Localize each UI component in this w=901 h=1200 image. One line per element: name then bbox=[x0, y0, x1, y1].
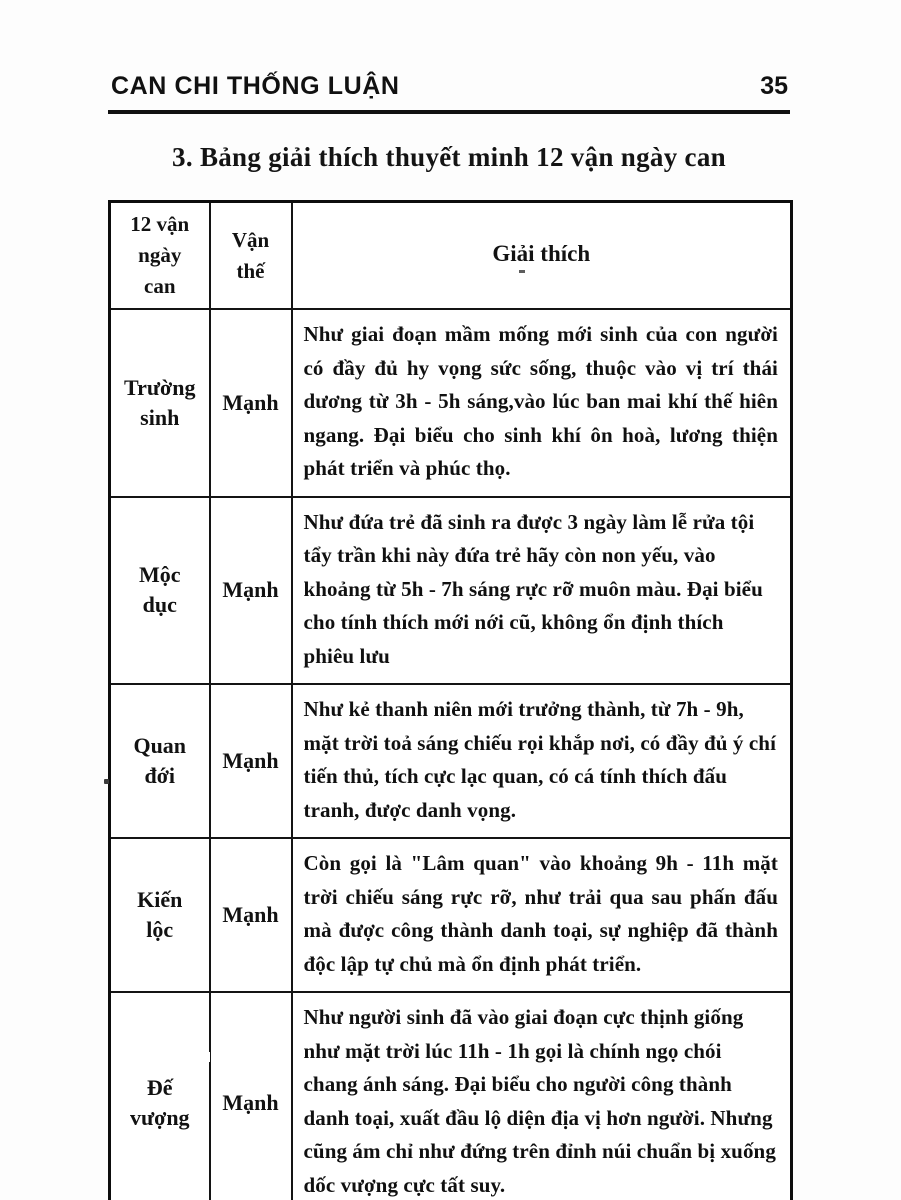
row-state-cell bbox=[210, 992, 292, 1200]
row-state-cell bbox=[210, 309, 292, 497]
row-label-cell bbox=[110, 497, 210, 685]
row-description-text: Như đứa trẻ đã sinh ra được 3 ngày làm lễ rửa tội tẩy trần khi này đứa trẻ hãy còn non yếu, vào khoảng từ 5h - 7h sáng rực rỡ muôn màu. Đại biểu cho tính thích mới nới cũ, không ổn định thích phiêu lưu bbox=[303, 509, 763, 668]
page-number: 35 bbox=[760, 72, 788, 100]
row-description-text: Còn gọi là "Lâm quan" vào khoảng 9h - 11h mặt trời chiếu sáng rực rỡ, như trải qua sau phấn đấu mà được công thành danh toại, sự nghiệp đã thành độc lập tự chủ mà ổn định phát triển. bbox=[303, 851, 778, 976]
row-description-cell bbox=[292, 309, 792, 497]
header-cell-state bbox=[210, 202, 292, 310]
row-label-cell bbox=[110, 992, 210, 1200]
scan-speck-icon bbox=[104, 779, 109, 784]
row-label-line2: lộc bbox=[146, 917, 174, 942]
row-label-line2: sinh bbox=[140, 404, 180, 430]
row-label-cell bbox=[110, 684, 210, 838]
row-label-cell bbox=[110, 309, 210, 497]
scan-gap-artifact bbox=[206, 1052, 210, 1062]
header-state-line2: thế bbox=[236, 258, 265, 283]
row-state-cell bbox=[210, 497, 292, 685]
row-label-cell bbox=[110, 838, 210, 992]
row-label-line2: dục bbox=[142, 592, 177, 618]
row-state-value: Mạnh bbox=[222, 577, 279, 603]
running-head bbox=[108, 72, 790, 114]
header-rule bbox=[108, 110, 790, 114]
row-state-value: Mạnh bbox=[222, 389, 279, 415]
table-header-row bbox=[110, 202, 792, 310]
row-state-value: Mạnh bbox=[222, 748, 279, 773]
header-cell-category bbox=[110, 202, 210, 310]
header-state-line1: Vận bbox=[231, 227, 270, 252]
row-state-value: Mạnh bbox=[222, 1089, 279, 1115]
row-label-line1: Kiến bbox=[137, 887, 183, 912]
row-label-line1: Quan bbox=[133, 733, 187, 758]
table-row bbox=[110, 684, 792, 838]
section-heading: 3. Bảng giải thích thuyết minh 12 vận ngày can bbox=[172, 142, 726, 172]
row-description-text: Như kẻ thanh niên mới trưởng thành, từ 7h - 9h, mặt trời toả sáng chiếu rọi khắp nơi, có đầy đủ ý chí tiến thủ, tích cực lạc quan, có cá tính thích đấu tranh, được danh vọng. bbox=[303, 697, 777, 822]
table-row bbox=[110, 309, 792, 497]
row-description-cell bbox=[292, 838, 792, 992]
row-label-line1: Đế bbox=[146, 1074, 173, 1100]
header-category-line2: ngày bbox=[138, 243, 182, 267]
row-label-line1: Mộc bbox=[138, 562, 181, 588]
row-label-line2: đới bbox=[144, 763, 176, 788]
row-description-text: Như giai đoạn mầm mống mới sinh của con người có đầy đủ hy vọng sức sống, thuộc vào vị trí thái dương từ 3h - 5h sáng,vào lúc ban mai khí thế hiên ngang. Đại biểu cho sinh khí ôn hoà, lương thiện phát triển và phúc thọ. bbox=[303, 322, 778, 480]
row-state-cell bbox=[210, 684, 292, 838]
table-row bbox=[110, 497, 792, 685]
twelve-fortunes-table bbox=[108, 200, 793, 1200]
running-head-title: CAN CHI THỐNG LUẬN bbox=[111, 72, 400, 100]
row-description-cell bbox=[292, 684, 792, 838]
header-explanation-label: Giải thích bbox=[492, 240, 591, 266]
header-category-line3: can bbox=[144, 274, 176, 298]
row-description-cell bbox=[292, 497, 792, 685]
row-label-line1: Trường bbox=[124, 374, 196, 400]
table-row bbox=[110, 838, 792, 992]
header-category-line1: 12 vận bbox=[130, 212, 190, 236]
table-row bbox=[110, 992, 792, 1200]
row-state-value: Mạnh bbox=[222, 902, 279, 927]
scan-speck-icon bbox=[519, 270, 525, 273]
header-cell-explanation bbox=[292, 202, 792, 310]
row-state-cell bbox=[210, 838, 292, 992]
table-container bbox=[108, 200, 790, 1200]
row-label-line2: vượng bbox=[129, 1104, 190, 1130]
row-description-text: Như người sinh đã vào giai đoạn cực thịnh giống như mặt trời lúc 11h - 1h gọi là chính ngọ chói chang ánh sáng. Đại biểu cho người công thành danh toại, xuất đầu lộ diện địa vị hơn người. Nhưng cũng ám chỉ như đứng trên đỉnh núi chuẩn bị xuống dốc vượng cực tất suy. bbox=[303, 1005, 776, 1197]
row-description-cell bbox=[292, 992, 792, 1200]
